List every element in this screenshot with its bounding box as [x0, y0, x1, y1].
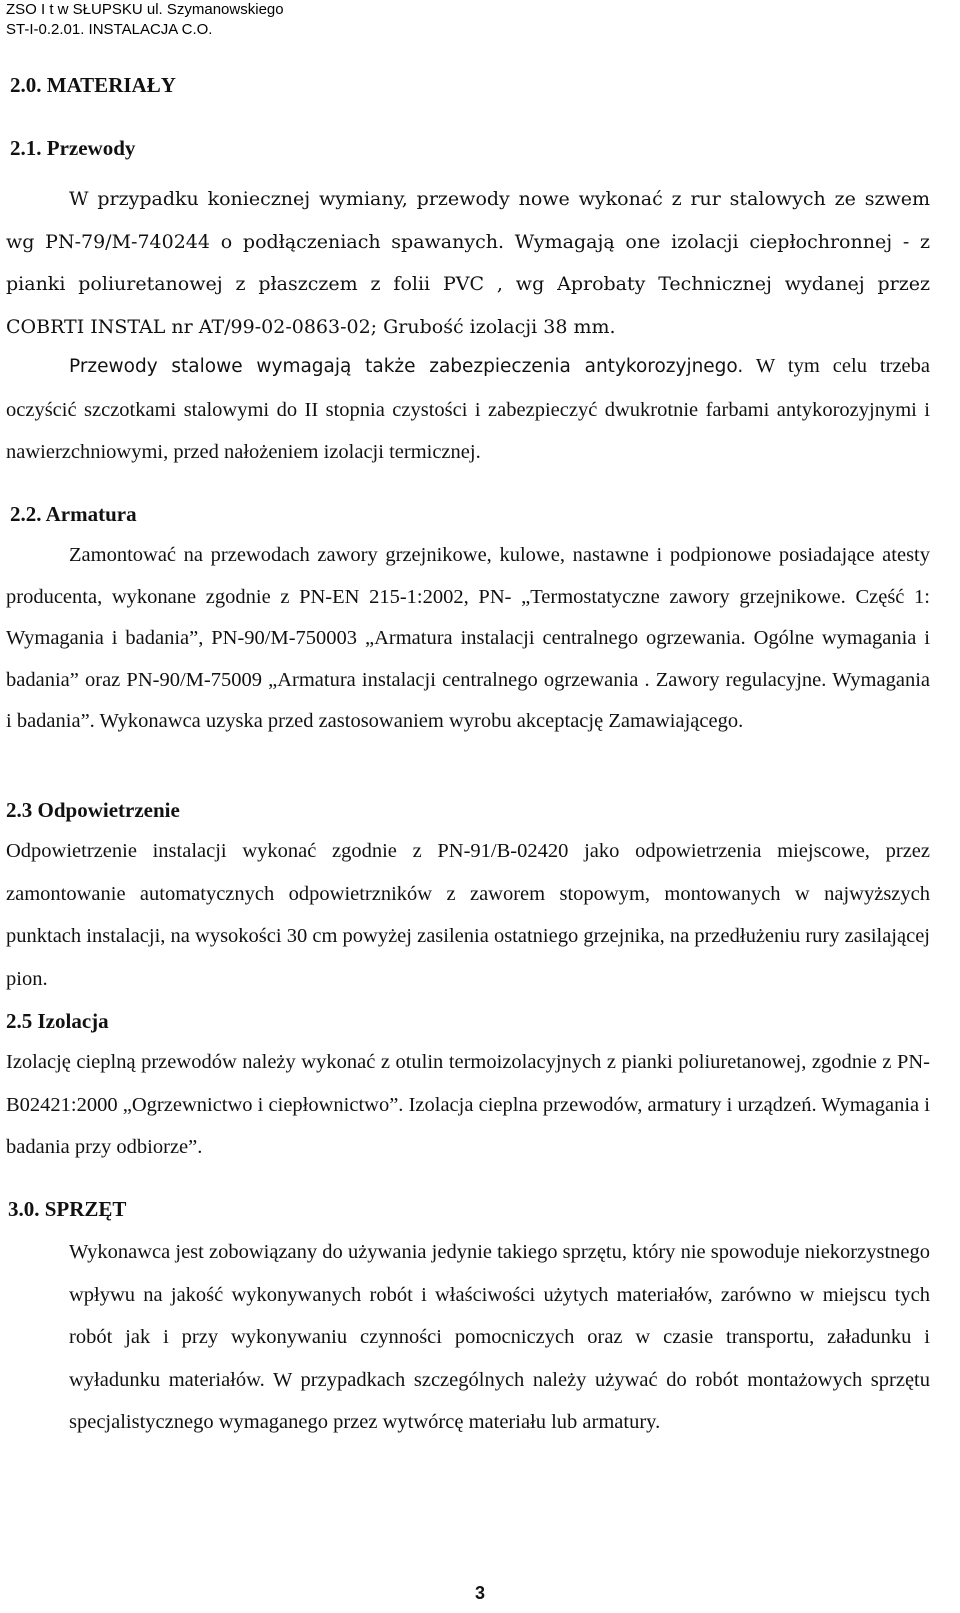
section-title-izolacja: 2.5 Izolacja: [6, 1009, 109, 1033]
paragraph-przewody-1: W przypadku koniecznej wymiany, przewody nowe wykonać z rur stalowych ze szwem wg PN-79/M-740244 o podłączeniach spawanych. Wymagają one izolacji ciepłochronnej - z pianki poliuretanowej z płaszczem z folii PVC , wg Aprobaty Technicznej wydanej przez COBRTI INSTAL nr AT/99-02-0863-02; Grubość izolacji 38 mm.: [6, 188, 930, 338]
paragraph-sprzet: Wykonawca jest zobowiązany do używania jedynie takiego sprzętu, który nie spowoduje niekorzystnego wpływu na jakość wykonywanych robót i właściwości użytych materiałów, zarówno w miejscu tych robót jak i przy wykonywaniu czynności pomocniczych oraz w czasie transportu, załadunku i wyładunku materiałów. W przypadkach szczególnych należy używać do robót montażowych sprzętu specjalistycznego wymaganego przez wytwórcę materiału lub armatury.: [69, 1241, 930, 1433]
section-title-sprzet: 3.0. SPRZĘT: [8, 1197, 127, 1221]
paragraph-przewody-2-lead: Przewody stalowe wymagają także zabezpieczenia antykorozyjnego.: [69, 356, 744, 377]
paragraph-przewody-2: [6, 345, 930, 474]
paragraph-przewody-2-rest: W tym celu trzeba oczyścić szczotkami stalowymi do II stopnia czystości i zabezpieczyć dwukrotnie farbami antykorozyjnymi i nawierzchniowymi, przed nałożeniem izolacji termicznej.: [6, 355, 931, 463]
document-header-line-2: ST-I-0.2.01. INSTALACJA C.O.: [6, 21, 213, 38]
section-title-przewody: 2.1. Przewody: [10, 136, 136, 160]
paragraph-armatura: Zamontować na przewodach zawory grzejnikowe, kulowe, nastawne i podpionowe posiadające atesty producenta, wykonane zgodnie z PN-EN 215-1:2002, PN- „Termostatyczne zawory grzejnikowe. Część 1: Wymagania i badania”, PN-90/M-750003 „Armatura instalacji centralnego ogrzewania. Ogólne wymagania i badania” oraz PN-90/M-75009 „Armatura instalacji centralnego ogrzewania . Zawory regulacyjne. Wymagania i badania”. Wykonawca uzyska przed zastosowaniem wyrobu akceptację Zamawiającego.: [6, 544, 930, 732]
paragraph-odpowietrzenie: Odpowietrzenie instalacji wykonać zgodnie z PN-91/B-02420 jako odpowietrzenia miejscowe, przez zamontowanie automatycznych odpowietrzników z zaworem stopowym, montowanych w najwyższych punktach instalacji, na wysokości 30 cm powyżej zasilenia ostatniego grzejnika, na przedłużeniu rury zasilającej pion.: [6, 840, 930, 990]
paragraph-izolacja: Izolację cieplną przewodów należy wykonać z otulin termoizolacyjnych z pianki poliuretanowej, zgodnie z PN-B02421:2000 „Ogrzewnictwo i ciepłownictwo”. Izolacja cieplna przewodów, armatury i urządzeń. Wymagania i badania przy odbiorze”.: [6, 1051, 930, 1158]
section-title-materialy: 2.0. MATERIAŁY: [10, 73, 176, 97]
document-header-line-1: ZSO I t w SŁUPSKU ul. Szymanowskiego: [6, 1, 284, 18]
section-title-armatura: 2.2. Armatura: [10, 502, 137, 526]
page-number: 3: [474, 1583, 485, 1603]
section-title-odpowietrzenie: 2.3 Odpowietrzenie: [6, 798, 180, 822]
